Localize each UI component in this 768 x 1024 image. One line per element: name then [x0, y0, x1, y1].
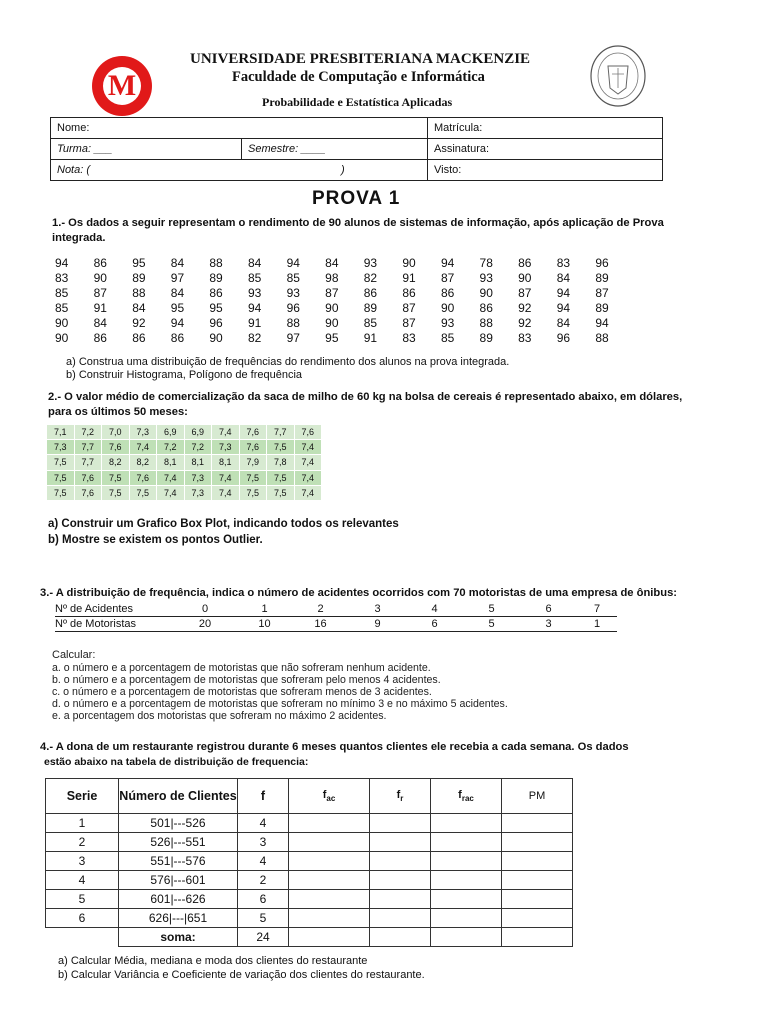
- sum-cell: [289, 928, 370, 947]
- table-cell: [431, 909, 502, 928]
- q1-value: 85: [286, 271, 300, 285]
- table-cell: [431, 852, 502, 871]
- table-row: [46, 833, 573, 852]
- q1-value: 90: [93, 271, 107, 285]
- q1-value: 97: [286, 331, 300, 345]
- semester-field[interactable]: Semestre: ____: [242, 139, 428, 160]
- course-name: Probabilidade e Estatística Aplicadas: [262, 95, 453, 109]
- signature-field[interactable]: Assinatura:: [428, 139, 663, 160]
- q1-value: 88: [286, 316, 300, 330]
- table-row: [46, 871, 573, 890]
- q1-value: 84: [93, 316, 107, 330]
- q2-cell: 7,5: [129, 485, 157, 500]
- table-row: [46, 890, 573, 909]
- q2-cell: 8,2: [102, 455, 130, 470]
- drivers-value: 10: [237, 617, 292, 632]
- table-cell: 2: [46, 833, 119, 852]
- q2-row: [47, 455, 322, 470]
- q1-value: 91: [247, 316, 262, 330]
- drivers-value: 16: [292, 617, 349, 632]
- q2-cell: 7,6: [239, 425, 267, 440]
- table-cell: 4: [238, 814, 289, 833]
- accidents-value: 7: [577, 602, 617, 617]
- q2-cell: 7,4: [212, 470, 240, 485]
- q1-value: 87: [402, 301, 416, 315]
- q1-value: 97: [170, 271, 185, 285]
- q2-text: 2.- O valor médio de comercialização da saca de milho de 60 kg na bolsa de cereais é representado abaixo, em dólares, para os últimos 50 meses:: [48, 391, 683, 418]
- q2-row: [47, 485, 322, 500]
- q1-value: 85: [55, 301, 69, 315]
- q1-value: 90: [325, 316, 339, 330]
- q2-cell: 7,4: [129, 440, 157, 455]
- column-header: $f_{rac}$: [431, 779, 502, 814]
- table-cell: [370, 909, 431, 928]
- q2-cell: 7,4: [212, 485, 240, 500]
- q1-value: 91: [93, 301, 107, 315]
- table-row: [46, 814, 573, 833]
- q1-value: 93: [440, 316, 455, 330]
- q1-value: 83: [55, 271, 69, 285]
- table-cell: [289, 909, 370, 928]
- q1-value: 95: [170, 301, 185, 315]
- q1-value: 91: [402, 271, 416, 285]
- q2-cell: 7,5: [239, 470, 267, 485]
- q1-value: 94: [170, 316, 185, 330]
- frequency-table: [45, 778, 573, 947]
- q1-value: 86: [518, 256, 532, 270]
- accidents-value: 3: [349, 602, 406, 617]
- q1-value: 90: [402, 256, 416, 270]
- table-cell: [502, 890, 573, 909]
- q1-value: 87: [518, 286, 532, 300]
- q2-cell: 7,4: [294, 485, 322, 500]
- accidents-value: 4: [406, 602, 463, 617]
- q1-value: 87: [440, 271, 455, 285]
- table-cell: [289, 871, 370, 890]
- q3-item: c. o número e a porcentagem de motoristas que sofreram menos de 3 acidentes.: [52, 686, 432, 698]
- table-cell: [370, 871, 431, 890]
- q1-value: 84: [132, 301, 146, 315]
- q1-value: 93: [247, 286, 262, 300]
- table-cell: [431, 890, 502, 909]
- q1-value: 82: [247, 331, 262, 345]
- q1-value: 87: [595, 286, 609, 300]
- q3-calc-label: Calcular:: [52, 649, 96, 661]
- q1-value: 95: [209, 301, 223, 315]
- q2-cell: 7,5: [47, 470, 75, 485]
- accidents-table: [55, 602, 617, 632]
- q1-value: 89: [132, 271, 146, 285]
- table-cell: 2: [238, 871, 289, 890]
- q2-cell: 6,9: [157, 425, 185, 440]
- q2-cell: 7,7: [267, 425, 295, 440]
- q1-value: 84: [170, 286, 185, 300]
- q1-value: 89: [209, 271, 223, 285]
- q2-cell: 7,2: [184, 440, 212, 455]
- q1-value: 95: [325, 331, 339, 345]
- q1-value: 84: [247, 256, 262, 270]
- q1-value: 84: [325, 256, 339, 270]
- table-cell: [370, 890, 431, 909]
- q1-value: 87: [325, 286, 339, 300]
- q1-value: 85: [247, 271, 262, 285]
- registration-field[interactable]: Matrícula:: [428, 118, 663, 139]
- q2-cell: 7,5: [47, 455, 75, 470]
- q2-item-a: a) Construir um Grafico Box Plot, indicando todos os relevantes: [48, 518, 399, 530]
- q2-cell: 7,2: [157, 440, 185, 455]
- q2-cell: 7,2: [74, 425, 102, 440]
- q1-value: 87: [402, 316, 416, 330]
- table-cell: [431, 814, 502, 833]
- q4-item-a: a) Calcular Média, mediana e moda dos clientes do restaurante: [58, 955, 368, 967]
- accidents-value: 1: [237, 602, 292, 617]
- q2-cell: 7,1: [47, 425, 75, 440]
- q2-cell: 7,4: [157, 485, 185, 500]
- q2-cell: 7,5: [267, 440, 295, 455]
- sum-row: [46, 928, 573, 947]
- q1-value: 94: [595, 316, 609, 330]
- q1-text: 1.- Os dados a seguir representam o rendimento de 90 alunos de sistemas de informação, após aplicação de Prova integrada.: [52, 217, 664, 244]
- q1-value: 96: [556, 331, 571, 345]
- q2-cell: 8,1: [212, 455, 240, 470]
- accidents-value: 0: [173, 602, 237, 617]
- accidents-row-label: Nº de Acidentes: [55, 602, 173, 617]
- q1-value: 90: [55, 331, 69, 345]
- q2-item-b: b) Mostre se existem os pontos Outlier.: [48, 534, 263, 546]
- q1-value: 92: [132, 316, 146, 330]
- q2-cell: 7,5: [267, 470, 295, 485]
- q1-value: 92: [518, 301, 532, 315]
- q1-value: 91: [363, 331, 378, 345]
- accidents-value: 5: [463, 602, 520, 617]
- table-row: [46, 909, 573, 928]
- university-name: UNIVERSIDADE PRESBITERIANA MACKENZIE: [190, 51, 531, 67]
- q1-value: 94: [556, 286, 571, 300]
- seal-icon: [588, 44, 648, 108]
- q1-value: 87: [93, 286, 107, 300]
- q3-item: b. o número e a porcentagem de motoristas que sofreram pelo menos 4 acidentes.: [52, 674, 441, 686]
- column-header: $f_{ac}$: [289, 779, 370, 814]
- table-cell: [289, 852, 370, 871]
- q2-cell: 7,3: [129, 425, 157, 440]
- table-cell: 626|---|651: [119, 909, 238, 928]
- table-cell: 6: [46, 909, 119, 928]
- column-header: Número de Clientes: [119, 779, 238, 814]
- q1-value: 78: [479, 256, 493, 270]
- q1-value: 83: [556, 256, 571, 270]
- accidents-value: 2: [292, 602, 349, 617]
- q1-value: 88: [479, 316, 493, 330]
- column-header: PM: [502, 779, 573, 814]
- q2-cell: 7,9: [239, 455, 267, 470]
- q1-value: 96: [209, 316, 223, 330]
- q4-text-2: estão abaixo na tabela de distribuição de frequencia:: [44, 756, 309, 768]
- q2-cell: 8,2: [129, 455, 157, 470]
- grade-label: Nota: (: [57, 164, 91, 176]
- table-cell: [289, 833, 370, 852]
- q3-item: a. o número e a porcentagem de motoristas que não sofreram nenhum acidente.: [52, 662, 431, 674]
- q2-cell: 7,6: [102, 440, 130, 455]
- q1-value: 90: [325, 301, 339, 315]
- drivers-value: 3: [520, 617, 577, 632]
- q2-cell: 7,3: [184, 470, 212, 485]
- q2-cell: 7,0: [102, 425, 130, 440]
- q2-cell: 7,3: [212, 440, 240, 455]
- q1-value: 89: [595, 271, 609, 285]
- q3-item: e. a porcentagem dos motoristas que sofreram no máximo 2 acidentes.: [52, 710, 387, 722]
- drivers-value: 1: [577, 617, 617, 632]
- table-cell: [502, 814, 573, 833]
- q1-value: 84: [170, 256, 185, 270]
- sum-cell: [502, 928, 573, 947]
- q2-row: [47, 440, 322, 455]
- q2-cell: 7,5: [102, 485, 130, 500]
- table-cell: [370, 814, 431, 833]
- q1-value: 96: [595, 256, 609, 270]
- q2-cell: 7,4: [294, 440, 322, 455]
- q1-value: 88: [132, 286, 146, 300]
- q2-cell: 7,5: [102, 470, 130, 485]
- q1-value: 85: [363, 316, 378, 330]
- q3-text: 3.- A distribuição de frequência, indica o número de acidentes ocorridos com 70 motoristas de uma empresa de ônibus:: [40, 587, 678, 599]
- q1-value: 89: [479, 331, 493, 345]
- q1-value: 88: [209, 256, 223, 270]
- column-header: f: [238, 779, 289, 814]
- q1-value: 86: [93, 331, 107, 345]
- q3-items: [52, 662, 652, 722]
- q1-item-a: a) Construa uma distribuição de frequências do rendimento dos alunos na prova integrada.: [66, 356, 510, 368]
- q2-cell: 7,6: [294, 425, 322, 440]
- q1-value: 86: [170, 331, 185, 345]
- q1-value: 89: [363, 301, 378, 315]
- table-cell: [502, 833, 573, 852]
- q4-item-b: b) Calcular Variância e Coeficiente de variação dos clientes do restaurante.: [58, 969, 425, 981]
- q1-value: 90: [440, 301, 455, 315]
- q3-item: d. o número e a porcentagem de motoristas que sofreram no mínimo 3 e no máximo 5 acidentes.: [52, 698, 508, 710]
- q2-row: [47, 470, 322, 485]
- table-cell: 501|---526: [119, 814, 238, 833]
- q2-cell: 7,8: [267, 455, 295, 470]
- table-cell: [502, 871, 573, 890]
- drivers-value: 20: [173, 617, 237, 632]
- q1-value: 93: [286, 286, 300, 300]
- q2-cell: 7,3: [184, 485, 212, 500]
- logo-letter: M: [103, 67, 141, 105]
- q1-value: 85: [55, 286, 69, 300]
- faculty-name: Faculdade de Computação e Informática: [232, 69, 485, 85]
- table-cell: [431, 871, 502, 890]
- sum-value: 24: [238, 928, 289, 947]
- table-row: [46, 852, 573, 871]
- table-cell: [370, 833, 431, 852]
- table-cell: [431, 833, 502, 852]
- q2-cell: 8,1: [184, 455, 212, 470]
- q2-data-table: [46, 424, 322, 501]
- q1-value: 86: [440, 286, 455, 300]
- q1-value: 83: [518, 331, 532, 345]
- sum-cell: [46, 928, 119, 947]
- class-field[interactable]: Turma: ___: [51, 139, 242, 160]
- q1-value: 90: [518, 271, 532, 285]
- q1-value: 93: [479, 271, 493, 285]
- q1-value: 94: [55, 256, 69, 270]
- q1-value: 86: [363, 286, 378, 300]
- q1-value: 86: [132, 331, 146, 345]
- sum-label: soma:: [119, 928, 238, 947]
- exam-title: PROVA 1: [312, 188, 401, 209]
- table-header-row: [46, 779, 573, 814]
- q2-cell: 7,5: [239, 485, 267, 500]
- table-cell: [502, 909, 573, 928]
- drivers-row-label: Nº de Motoristas: [55, 617, 173, 632]
- q1-value: 85: [440, 331, 455, 345]
- table-cell: 3: [46, 852, 119, 871]
- q1-value: 94: [556, 301, 571, 315]
- university-logo: [92, 56, 152, 116]
- table-cell: 4: [238, 852, 289, 871]
- table-cell: 551|---576: [119, 852, 238, 871]
- student-info-table: [50, 117, 663, 181]
- q1-value: 88: [595, 331, 609, 345]
- drivers-value: 5: [463, 617, 520, 632]
- table-cell: 5: [46, 890, 119, 909]
- q1-value: 94: [440, 256, 455, 270]
- drivers-value: 6: [406, 617, 463, 632]
- q1-data-grid: [55, 256, 634, 346]
- q1-value: 83: [402, 331, 416, 345]
- q2-cell: 7,4: [294, 455, 322, 470]
- table-cell: [289, 890, 370, 909]
- visa-field[interactable]: Visto:: [428, 160, 663, 181]
- grade-close: ): [341, 164, 345, 176]
- sum-cell: [431, 928, 502, 947]
- table-cell: 576|---601: [119, 871, 238, 890]
- table-cell: 601|---626: [119, 890, 238, 909]
- q1-value: 90: [55, 316, 69, 330]
- q2-cell: 8,1: [157, 455, 185, 470]
- q1-value: 93: [363, 256, 378, 270]
- grade-field[interactable]: [51, 160, 428, 181]
- q1-value: 92: [518, 316, 532, 330]
- name-field[interactable]: Nome:: [51, 118, 428, 139]
- q2-cell: 7,7: [74, 455, 102, 470]
- q2-cell: 7,3: [47, 440, 75, 455]
- drivers-value: 9: [349, 617, 406, 632]
- table-cell: 3: [238, 833, 289, 852]
- q2-cell: 7,6: [239, 440, 267, 455]
- q2-cell: 7,4: [294, 470, 322, 485]
- q1-value: 90: [209, 331, 223, 345]
- table-cell: [289, 814, 370, 833]
- q1-value: 94: [286, 256, 300, 270]
- q2-cell: 7,5: [267, 485, 295, 500]
- q2-cell: 7,7: [74, 440, 102, 455]
- q1-value: 94: [247, 301, 262, 315]
- q1-value: 86: [209, 286, 223, 300]
- q1-value: 86: [402, 286, 416, 300]
- q2-cell: 7,5: [47, 485, 75, 500]
- q2-cell: 7,4: [212, 425, 240, 440]
- q1-value: 86: [479, 301, 493, 315]
- q1-item-b: b) Construir Histograma, Polígono de frequência: [66, 369, 303, 381]
- q2-cell: 7,6: [74, 485, 102, 500]
- q2-cell: 6,9: [184, 425, 212, 440]
- q2-cell: 7,6: [74, 470, 102, 485]
- q1-value: 96: [286, 301, 300, 315]
- q1-value: 90: [479, 286, 493, 300]
- table-cell: 6: [238, 890, 289, 909]
- table-cell: 526|---551: [119, 833, 238, 852]
- q1-value: 89: [595, 301, 609, 315]
- table-cell: 1: [46, 814, 119, 833]
- q1-value: 82: [363, 271, 378, 285]
- column-header: Serie: [46, 779, 119, 814]
- sum-cell: [370, 928, 431, 947]
- q1-value: 86: [93, 256, 107, 270]
- q1-value: 84: [556, 316, 571, 330]
- table-cell: 4: [46, 871, 119, 890]
- table-cell: [370, 852, 431, 871]
- q2-row: [47, 425, 322, 440]
- q2-cell: 7,6: [129, 470, 157, 485]
- q2-cell: 7,4: [157, 470, 185, 485]
- q1-value: 84: [556, 271, 571, 285]
- q1-value: 95: [132, 256, 146, 270]
- table-cell: [502, 852, 573, 871]
- q1-value: 98: [325, 271, 339, 285]
- accidents-value: 6: [520, 602, 577, 617]
- column-header: $f_r$: [370, 779, 431, 814]
- table-cell: 5: [238, 909, 289, 928]
- q4-text-1: 4.- A dona de um restaurante registrou durante 6 meses quantos clientes ele recebia a cada semana. Os dados: [40, 741, 629, 753]
